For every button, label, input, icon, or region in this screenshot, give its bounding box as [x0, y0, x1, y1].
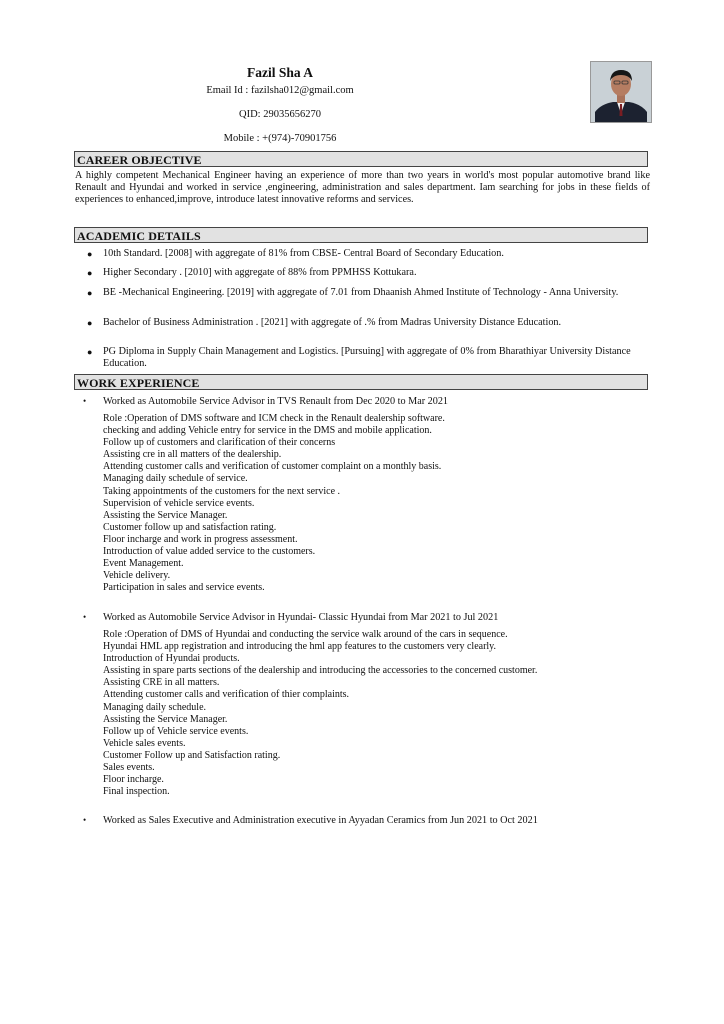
duty-item: Floor incharge and work in progress assessment.	[103, 533, 298, 545]
academic-item: Bachelor of Business Administration . [2021] with aggregate of .% from Madras University Distance Education.	[103, 317, 562, 328]
duty-item: Participation in sales and service events.	[103, 582, 265, 594]
duty-item: Event Management.	[103, 558, 184, 570]
duty-item: Taking appointments of the customers for the next service .	[103, 485, 341, 497]
email-line: Email Id : fazilsha012@gmail.com	[206, 85, 354, 96]
work-title: Worked as Sales Executive and Administration executive in Ayyadan Ceramics from Jun 2021 to Oct 2021	[103, 815, 538, 826]
bullet-icon: •	[83, 612, 87, 622]
profile-photo	[590, 61, 652, 123]
bullet-icon: ●	[87, 288, 93, 298]
duty-item: Assisting CRE in all matters.	[103, 677, 220, 689]
duty-item: Managing daily schedule of service.	[103, 473, 248, 485]
duty-item: Introduction of value added service to the customers.	[103, 546, 316, 558]
duty-item: Assisting the Service Manager.	[103, 509, 228, 521]
candidate-name: Fazil Sha A	[246, 65, 313, 80]
work-experience-header: WORK EXPERIENCE	[74, 374, 648, 390]
duty-item: Customer Follow up and Satisfaction rating.	[103, 749, 281, 761]
academic-item: PG Diploma in Supply Chain Management and Logistics. [Pursuing] with aggregate of 0% from Bharathiyar University Distance Education.	[103, 346, 631, 369]
duty-item: checking and adding Vehicle entry for service in the DMS and mobile application.	[103, 425, 432, 437]
duty-item: Assisting cre in all matters of the dealership.	[103, 449, 282, 461]
career-objective-header: CAREER OBJECTIVE	[74, 151, 648, 167]
academic-details-header: ACADEMIC DETAILS	[74, 227, 648, 243]
work-duties-list	[103, 629, 648, 798]
duty-item: Assisting in spare parts sections of the dealership and introducing the accessories to the concerned customer.	[103, 665, 538, 677]
duty-item: Attending customer calls and verification of customer complaint on a monthly basis.	[103, 461, 442, 473]
work-title: Worked as Automobile Service Advisor in TVS Renault from Dec 2020 to Mar 2021	[103, 396, 449, 407]
profile-photo-image	[591, 62, 651, 122]
duty-item: Supervision of vehicle service events.	[103, 497, 255, 509]
duty-item: Floor incharge.	[103, 774, 164, 786]
bullet-icon: ●	[87, 268, 93, 278]
work-title: Worked as Automobile Service Advisor in Hyundai- Classic Hyundai from Mar 2021 to Jul 2021	[103, 612, 499, 623]
bullet-icon: •	[83, 396, 87, 406]
career-objective-text: A highly competent Mechanical Engineer having an experience of more than two years in world's most popular automotive brand like Renault and Hyundai and worked in service ,engineering, administration and sales department. Iam searching for jobs in these fields of experiences to enhanced,improve, introduce latest innovative reforms and services.	[75, 170, 650, 205]
duty-item: Vehicle delivery.	[103, 570, 171, 582]
duty-item: Hyundai HML app registration and introducing the hml app features to the customers very clearly.	[103, 641, 497, 653]
work-duties-list	[103, 413, 648, 594]
duty-item: Customer follow up and satisfaction rating.	[103, 521, 277, 533]
duty-item: Follow up of customers and clarification of their concerns	[103, 437, 336, 449]
bullet-icon: ●	[87, 249, 93, 259]
bullet-icon: ●	[87, 347, 93, 357]
bullet-icon: ●	[87, 318, 93, 328]
duty-item: Managing daily schedule.	[103, 701, 207, 713]
duty-item: Sales events.	[103, 762, 155, 774]
duty-item: Vehicle sales events.	[103, 737, 186, 749]
academic-item: Higher Secondary . [2010] with aggregate of 88% from PPMHSS Kottukara.	[103, 267, 417, 278]
duty-item: Introduction of Hyundai products.	[103, 653, 240, 665]
duty-item: Attending customer calls and verification of thier complaints.	[103, 689, 350, 701]
duty-item: Assisting the Service Manager.	[103, 713, 228, 725]
academic-item: BE -Mechanical Engineering. [2019] with aggregate of 7.01 from Dhaanish Ahmed Institute of Technology - Anna University.	[103, 287, 619, 298]
mobile-line: Mobile : +(974)-70901756	[223, 133, 337, 144]
bullet-icon: •	[83, 815, 87, 825]
qid-line: QID: 29035656270	[239, 109, 321, 120]
duty-item: Role :Operation of DMS of Hyundai and conducting the service walk around of the cars in sequence.	[103, 629, 508, 640]
duty-item: Role :Operation of DMS software and ICM check in the Renault dealership software.	[103, 413, 445, 424]
duty-item: Final inspection.	[103, 786, 170, 798]
duty-item: Follow up of Vehicle service events.	[103, 725, 249, 737]
academic-item: 10th Standard. [2008] with aggregate of 81% from CBSE- Central Board of Secondary Education.	[103, 248, 504, 259]
